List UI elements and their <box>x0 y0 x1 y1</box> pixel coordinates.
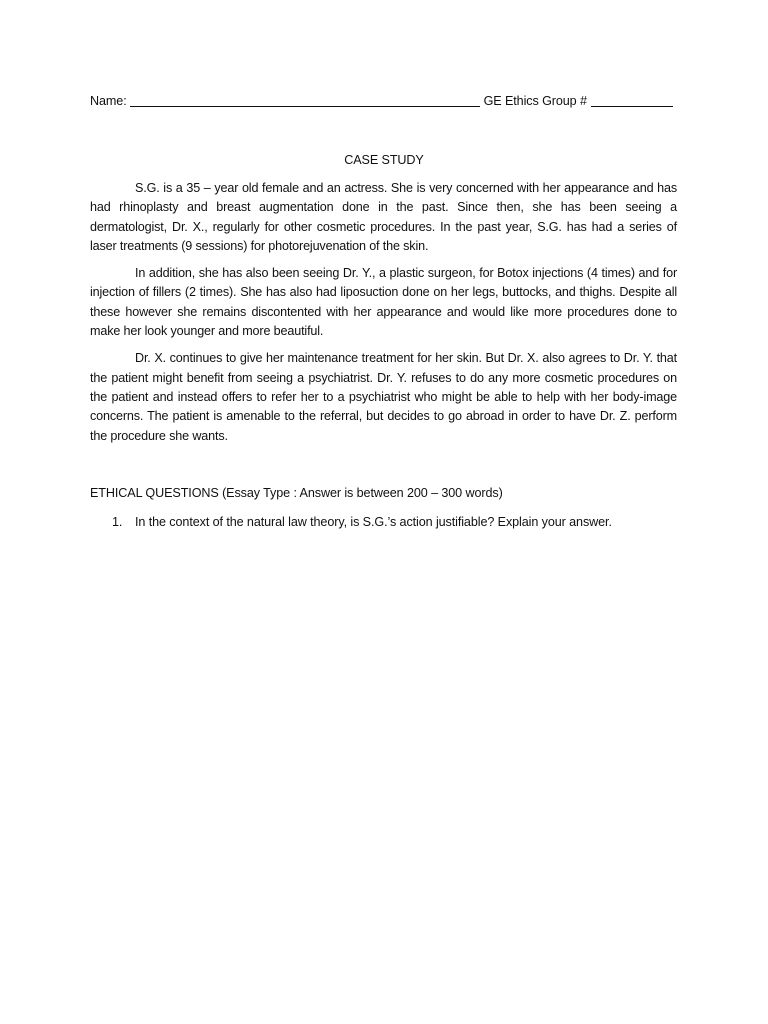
ethical-questions-heading: ETHICAL QUESTIONS (Essay Type : Answer is between 200 – 300 words) <box>90 486 503 500</box>
question-number: 1. <box>112 515 123 529</box>
paragraph-1: S.G. is a 35 – year old female and an actress. She is very concerned with her appearance and has had rhinoplasty and breast augmentation done in the past. Since then, she has been seeing a dermatologist, Dr. X., regularly for other cosmetic procedures. In the past year, S.G. has had a series of laser treatments (9 sessions) for photorejuvenation of the skin. <box>90 181 677 253</box>
case-study-title: CASE STUDY <box>344 153 424 167</box>
question-list <box>90 515 677 529</box>
question-text: In the context of the natural law theory, is S.G.’s action justifiable? Explain your answer. <box>135 515 612 529</box>
name-label: Name: <box>90 94 127 108</box>
group-label: GE Ethics Group # <box>483 94 587 108</box>
paragraph-3: Dr. X. continues to give her maintenance treatment for her skin. But Dr. X. also agrees to Dr. Y. that the patient might benefit from seeing a psychiatrist. Dr. Y. refuses to do any more cosmetic procedures on the patient and instead offers to refer her to a psychiatrist who might be able to help with her body-image concerns. The patient is amenable to the referral, but decides to go abroad in order to have Dr. Z. perform the procedure she wants. <box>90 351 677 443</box>
case-study-body <box>90 179 677 454</box>
name-blank-line <box>130 94 480 107</box>
header-line <box>90 94 690 108</box>
question-item <box>90 515 677 529</box>
group-blank-line <box>591 94 673 107</box>
paragraph-2: In addition, she has also been seeing Dr. Y., a plastic surgeon, for Botox injections (4 times) and for injection of fillers (2 times). She has also had liposuction done on her legs, buttocks, and thighs. Despite all these however she remains discontented with her appearance and would like more procedures done to make her look younger and more beautiful. <box>90 266 677 339</box>
